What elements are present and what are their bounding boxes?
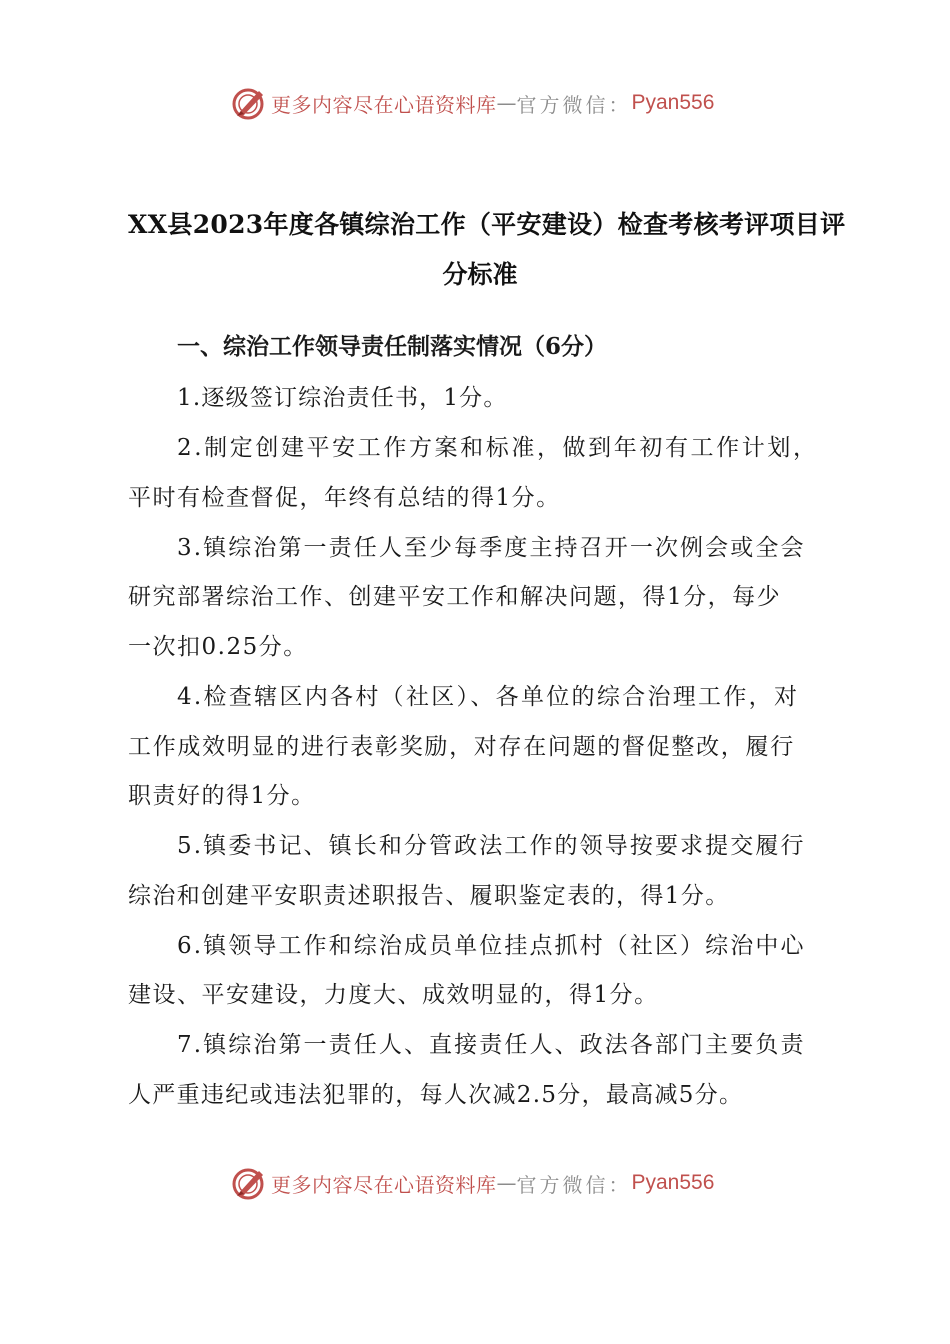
section-heading: 一、综治工作领导责任制落实情况（6分） [177,333,608,360]
body-line: 5.镇委书记、镇长和分管政法工作的领导按要求提交履行 [177,833,806,859]
banner-content [229,83,714,123]
body-line: 平时有检查督促，年终有总结的得1分。 [128,485,561,511]
footer-watermark-banner [0,1163,950,1203]
body-line: 职责好的得1分。 [128,783,316,809]
body-line: 1.逐级签订综治责任书，1分。 [177,385,508,411]
document-title-line-2: 分标准 [442,260,518,289]
banner-content [229,1163,714,1203]
body-line: 研究部署综治工作、创建平安工作和解决问题，得1分，每少 [128,584,782,610]
document-title-line-1: XX县2023年度各镇综治工作（平安建设）检查考核考评项目评 [128,210,846,239]
body-line: 6.镇领导工作和综治成员单位挂点抓村（社区）综治中心 [177,933,806,959]
banner-text: 更多内容尽在心语资料库 [271,92,497,117]
fountain-pen-logo-icon [229,1163,269,1203]
banner-wechat-id: Pyan556 [631,91,715,114]
body-line: 4.检查辖区内各村（社区）、各单位的综合治理工作，对 [177,684,800,710]
body-line: 7.镇综治第一责任人、直接责任人、政法各部门主要负责 [177,1032,806,1058]
body-line: 综治和创建平安职责述职报告、履职鉴定表的，得1分。 [128,883,730,909]
banner-separator: — [496,1171,517,1195]
banner-text: 更多内容尽在心语资料库 [271,1172,497,1197]
body-line: 建设、平安建设，力度大、成效明显的，得1分。 [128,982,659,1008]
body-line: 3.镇综治第一责任人至少每季度主持召开一次例会或全会 [177,535,806,561]
banner-wechat-label: 官方微信： [516,92,632,117]
banner-wechat-id: Pyan556 [631,1171,715,1194]
banner-separator: — [496,91,517,115]
body-line: 人严重违纪或违法犯罪的，每人次减2.5分，最高减5分。 [128,1082,744,1108]
fountain-pen-logo-icon [229,83,269,123]
body-line: 一次扣0.25分。 [128,634,308,660]
body-line: 2.制定创建平安工作方案和标准，做到年初有工作计划， [177,435,819,461]
banner-wechat-label: 官方微信： [516,1172,632,1197]
header-watermark-banner [0,83,950,123]
body-line: 工作成效明显的进行表彰奖励，对存在问题的督促整改，履行 [128,734,795,760]
